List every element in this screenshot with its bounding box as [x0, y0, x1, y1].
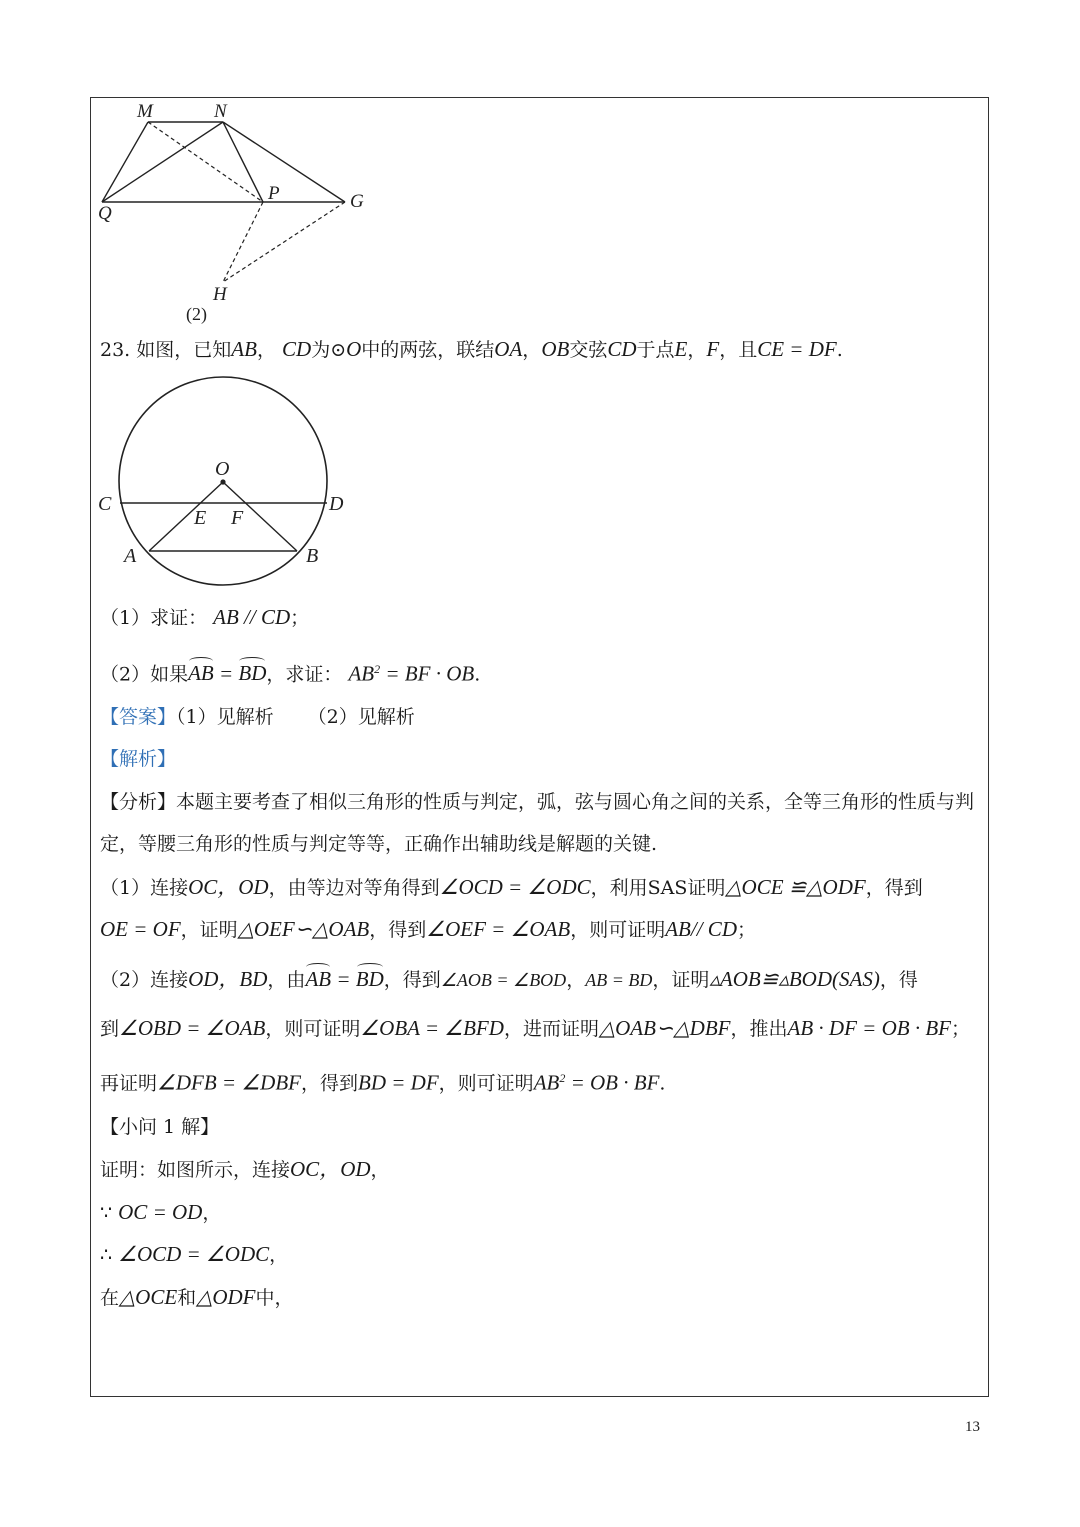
figure-23 [92, 372, 362, 592]
fenxi-line-2: 定，等腰三角形的性质与判定等等，正确作出辅助线是解题的关键. [100, 833, 658, 855]
label-p: P [268, 183, 280, 204]
label-h: H [213, 284, 227, 305]
step1-line-2: OE = OF，证明△OEF∽△OAB，得到∠OEF = ∠OAB，则可证明AB// CD； [100, 917, 756, 941]
step2-line-3: 再证明∠DFB = ∠DBF，得到BD = DF，则可证明$AB^2$ = OB · BF. [100, 1070, 666, 1095]
label-a: A [124, 545, 137, 567]
label-c: C [98, 493, 112, 515]
label-d: D [329, 493, 344, 515]
label-o: O [215, 458, 230, 480]
sub1-line-2: ∵ OC = OD， [100, 1200, 222, 1224]
segment-qm [102, 122, 148, 202]
step2-line-2: 到∠OBD = ∠OAB，则可证明∠OBA = ∠BFD，进而证明△OAB∽△DBF，推出AB · DF = OB · BF； [100, 1016, 970, 1040]
label-n: N [214, 101, 227, 122]
sub1-line-3: ∴ ∠OCD = ∠ODC， [100, 1242, 289, 1266]
answer-line: 【答案】（1）见解析 （2）见解析 [100, 706, 415, 728]
fenxi-line-1: 【分析】本题主要考查了相似三角形的性质与判定，弧，弦与圆心角之间的关系，全等三角形的性质与判 [100, 791, 975, 813]
step1-line-1: （1）连接OC，OD，由等边对等角得到∠OCD = ∠ODC，利用SAS证明△OCE ≌△ODF，得到 [100, 875, 923, 899]
figure-2 [92, 98, 382, 328]
answer-tag: 【答案】 [100, 706, 177, 728]
label-m: M [137, 101, 153, 122]
figure-caption: (2) [186, 304, 207, 324]
sub1-line-1: 证明：如图所示，连接OC，OD， [100, 1157, 390, 1181]
part-1: （1）求证： AB // CD； [100, 605, 310, 629]
label-b: B [306, 545, 319, 567]
label-f: F [231, 507, 244, 529]
label-g: G [350, 191, 364, 212]
label-q: Q [98, 203, 112, 224]
page-number: 13 [965, 1419, 980, 1435]
analysis-tag: 【解析】 [100, 748, 177, 770]
sub1-line-4: 在△OCE和△ODF中， [100, 1285, 294, 1309]
segment-oa [149, 482, 223, 551]
question-23-stem: 23. 如图，已知AB， CD为⊙O中的两弦，联结OA，OB交弦CD于点E，F，且CE = DF. [100, 337, 843, 361]
segment-gh [223, 202, 345, 282]
sub1-tag: 【小问 1 解】 [100, 1116, 220, 1138]
center-point [220, 479, 225, 484]
segment-ng [223, 122, 345, 202]
segment-ph [223, 202, 263, 282]
part-2: （2）如果AB = BD，求证： $AB^2$ = BF · OB. [100, 661, 481, 686]
segment-qn [102, 122, 223, 202]
step2-line-1: （2）连接OD，BD，由AB = BD，得到∠AOB = ∠BOD，AB = BD，证明▵AOB≌▵BOD(SAS)，得 [100, 967, 918, 991]
label-e: E [194, 507, 207, 529]
segment-np [223, 122, 263, 202]
